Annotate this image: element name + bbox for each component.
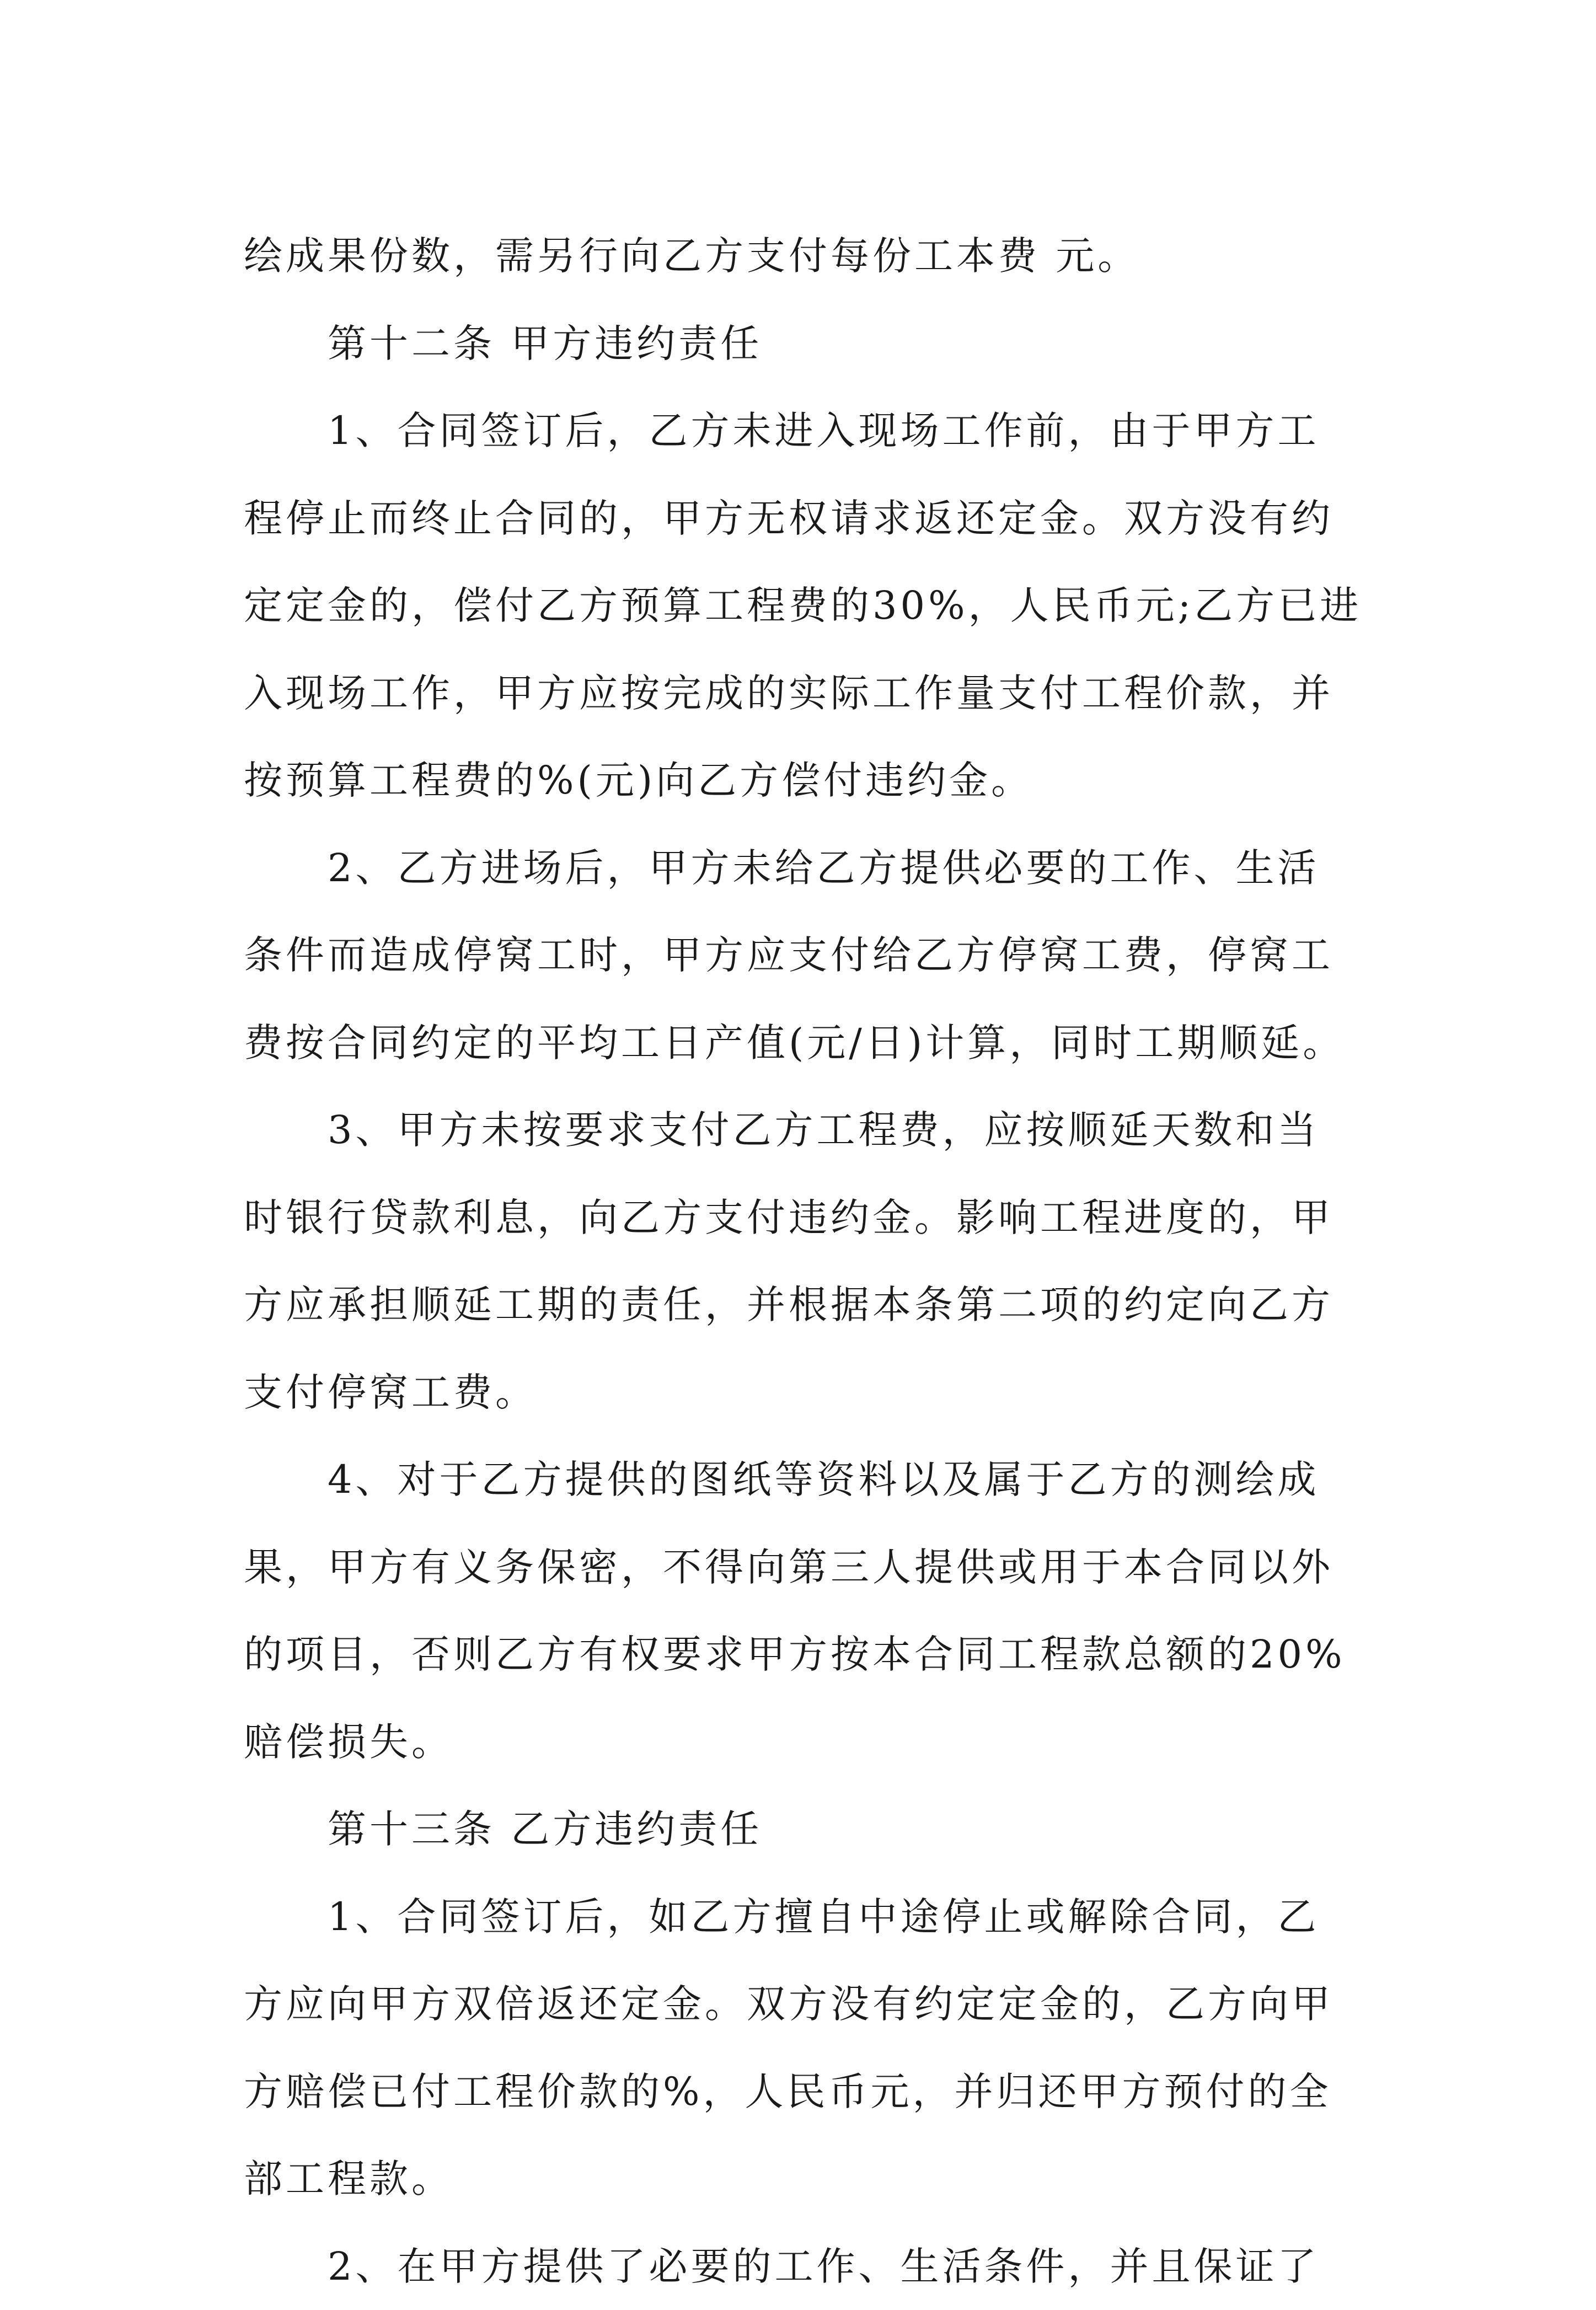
text-line: 部工程款。 (244, 2135, 1363, 2223)
text-line: 4、对于乙方提供的图纸等资料以及属于乙方的测绘成 (244, 1436, 1363, 1524)
text-line: 费按合同约定的平均工日产值(元/日)计算，同时工期顺延。 (244, 999, 1363, 1087)
text-line: 1、合同签订后，如乙方擅自中途停止或解除合同，乙 (244, 1873, 1363, 1961)
text-line: 2、乙方进场后，甲方未给乙方提供必要的工作、生活 (244, 824, 1363, 912)
text-line: 方应承担顺延工期的责任，并根据本条第二项的约定向乙方 (244, 1261, 1363, 1349)
text-line: 的项目，否则乙方有权要求甲方按本合同工程款总额的20% (244, 1611, 1363, 1698)
text-line: 方赔偿已付工程价款的%，人民币元，并归还甲方预付的全 (244, 2048, 1363, 2136)
text-line: 按预算工程费的%(元)向乙方偿付违约金。 (244, 737, 1363, 824)
text-line: 支付停窝工费。 (244, 1349, 1363, 1437)
text-line: 果，甲方有义务保密，不得向第三人提供或用于本合同以外 (244, 1524, 1363, 1611)
text-line: 2、在甲方提供了必要的工作、生活条件，并且保证了 (244, 2223, 1363, 2310)
section-heading: 第十三条 乙方违约责任 (244, 1786, 1363, 1873)
text-line: 定定金的，偿付乙方预算工程费的30%，人民币元;乙方已进 (244, 562, 1363, 650)
text-line: 时银行贷款利息，向乙方支付违约金。影响工程进度的，甲 (244, 1174, 1363, 1262)
text-line: 1、合同签订后，乙方未进入现场工作前，由于甲方工 (244, 387, 1363, 475)
text-line: 方应向甲方双倍返还定金。双方没有约定定金的，乙方向甲 (244, 1960, 1363, 2048)
text-line: 入现场工作，甲方应按完成的实际工作量支付工程价款，并 (244, 650, 1363, 737)
document-body (244, 212, 1363, 2310)
text-line: 程停止而终止合同的，甲方无权请求返还定金。双方没有约 (244, 475, 1363, 562)
section-heading: 第十二条 甲方违约责任 (244, 300, 1363, 388)
text-line: 绘成果份数，需另行向乙方支付每份工本费 元。 (244, 212, 1363, 300)
text-line: 3、甲方未按要求支付乙方工程费，应按顺延天数和当 (244, 1086, 1363, 1174)
text-line: 赔偿损失。 (244, 1698, 1363, 1786)
text-line: 条件而造成停窝工时，甲方应支付给乙方停窝工费，停窝工 (244, 912, 1363, 999)
